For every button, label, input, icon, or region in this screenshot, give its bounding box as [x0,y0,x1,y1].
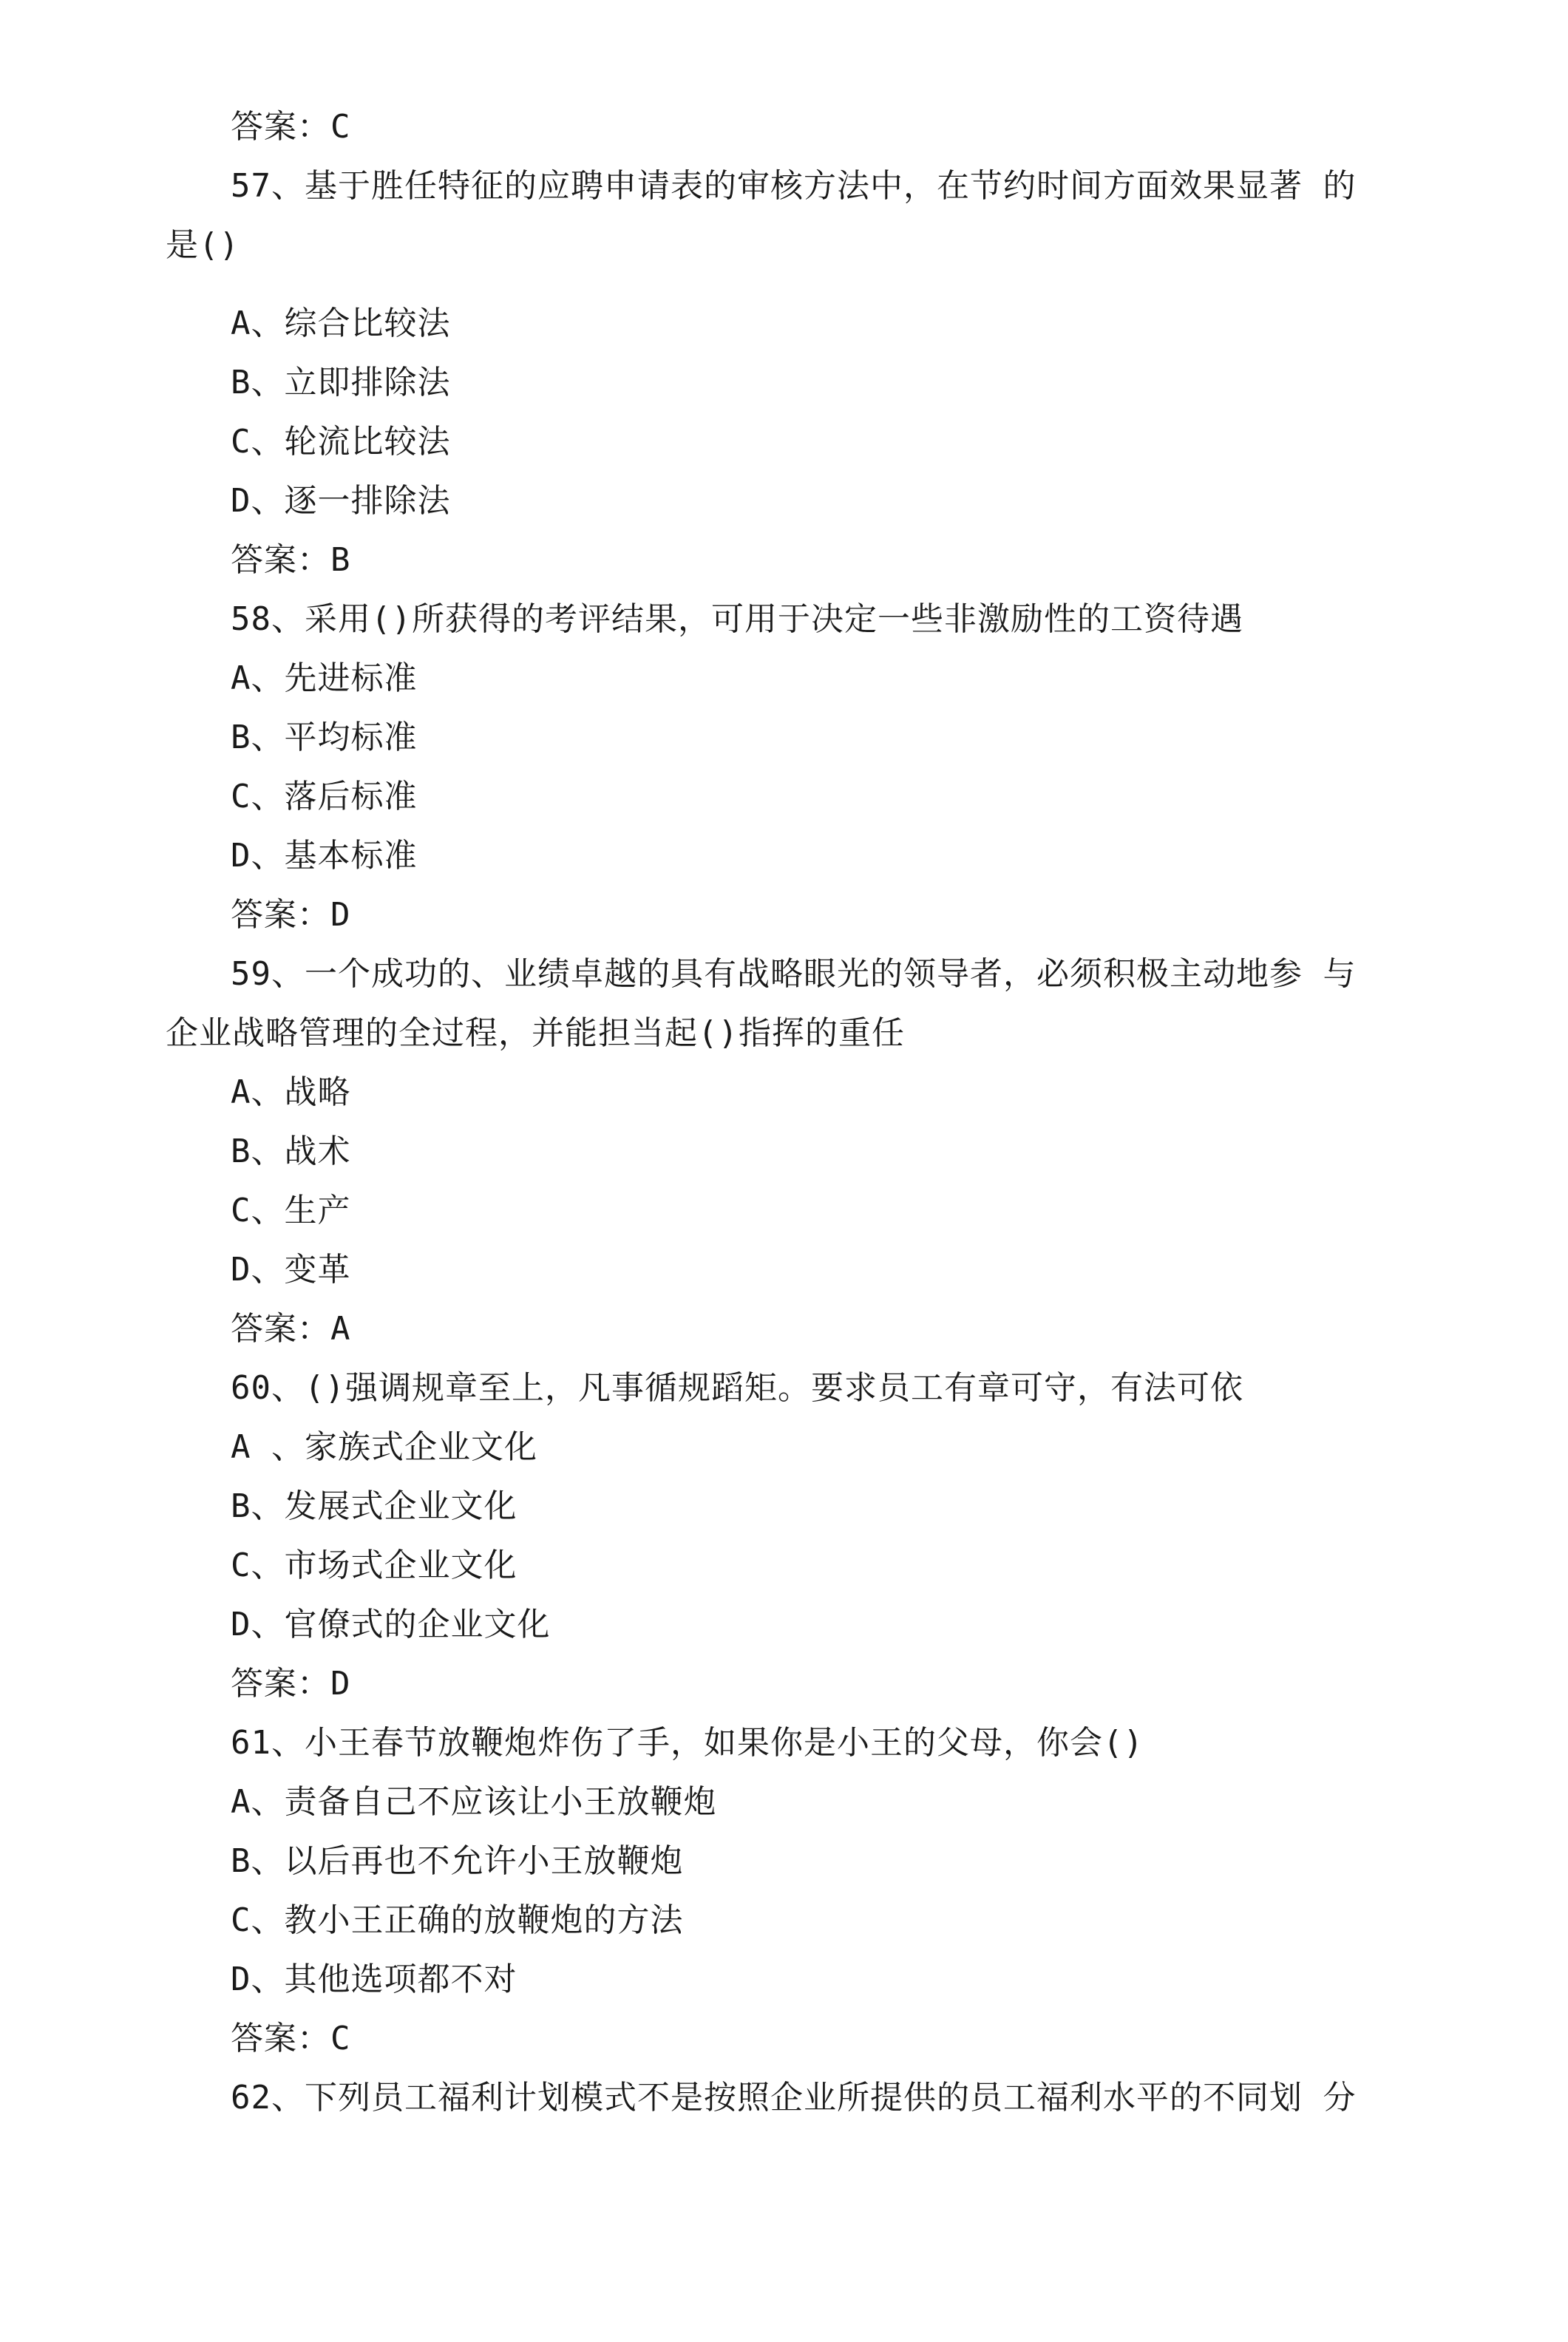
option-b: B、发展式企业文化 [231,1487,517,1525]
option-c: C、生产 [231,1192,351,1229]
option-a: A、先进标准 [231,659,418,697]
option-b: B、平均标准 [231,719,418,756]
answer-line: 答案：A [231,1310,351,1348]
option-d: D、变革 [231,1251,351,1289]
question-62: 62、下列员工福利计划模式不是按照企业所提供的员工福利水平的不同划 分 [231,2079,1357,2117]
question-60: 60、()强调规章至上，凡事循规蹈矩。要求员工有章可守，有法可依 [231,1369,1243,1407]
option-b: B、以后再也不允许小王放鞭炮 [231,1842,684,1880]
option-c: C、落后标准 [231,778,418,815]
option-d: D、基本标准 [231,837,418,875]
option-a: A 、家族式企业文化 [231,1428,537,1466]
answer-line: 答案：D [231,896,351,934]
option-d: D、逐一排除法 [231,482,451,520]
option-c: C、轮流比较法 [231,423,451,461]
question-57-continued: 是() [166,226,240,264]
option-c: C、市场式企业文化 [231,1547,517,1584]
option-b: B、战术 [231,1133,351,1170]
question-59: 59、一个成功的、业绩卓越的具有战略眼光的领导者，必须积极主动地参 与 [231,955,1357,993]
option-d: D、官僚式的企业文化 [231,1606,551,1643]
option-b: B、立即排除法 [231,364,451,401]
option-a: A、责备自己不应该让小王放鞭炮 [231,1783,717,1821]
answer-line: 答案：B [231,541,351,579]
option-c: C、教小王正确的放鞭炮的方法 [231,1901,684,1939]
answer-line: 答案：C [231,2020,351,2057]
question-59-continued: 企业战略管理的全过程，并能担当起()指挥的重任 [166,1014,905,1052]
option-a: A、战略 [231,1073,351,1111]
option-d: D、其他选项都不对 [231,1961,517,1998]
option-a: A、综合比较法 [231,305,451,342]
question-58: 58、采用()所获得的考评结果，可用于决定一些非激励性的工资待遇 [231,600,1243,638]
answer-line: 答案：D [231,1665,351,1703]
question-61: 61、小王春节放鞭炮炸伤了手，如果你是小王的父母，你会() [231,1724,1144,1762]
answer-line: 答案：C [231,108,351,146]
question-57: 57、基于胜任特征的应聘申请表的审核方法中，在节约时间方面效果显著 的 [231,167,1357,205]
